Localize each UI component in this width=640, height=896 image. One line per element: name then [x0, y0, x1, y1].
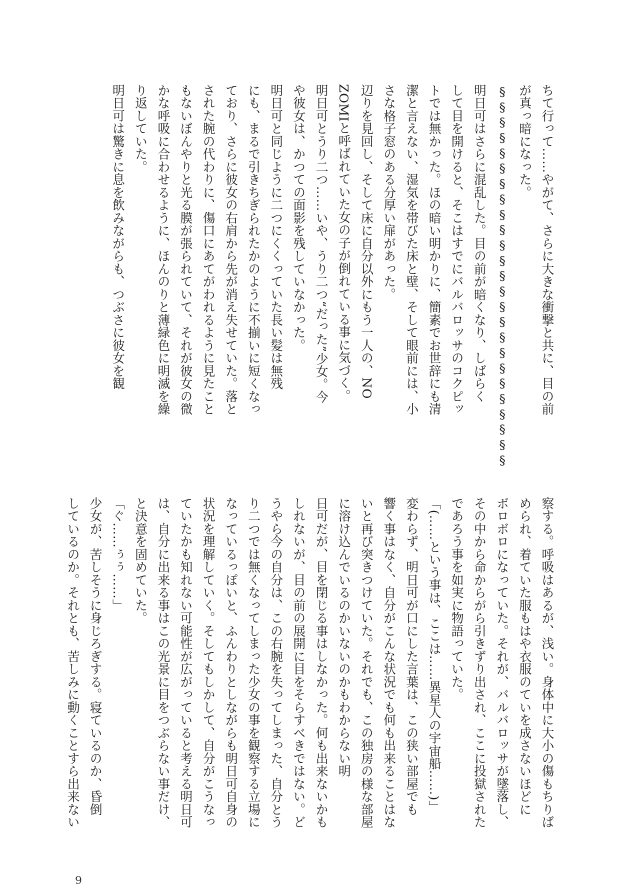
text-column: 明日可は驚きに息を飲みながらも、つぶさに彼女を観 — [110, 84, 126, 390]
text-column: 変わらず、明日可が口にした言葉は、この狭い部屋でも — [404, 497, 420, 816]
text-column: 「ぐ……ぅぅ……」 — [110, 497, 126, 612]
text-column: 明日可とうり二つ……いや、うり二つ“だった”少女。今 — [314, 84, 330, 404]
text-column: された腕の代わりに、傷口にあてがわれるように見たこと — [201, 84, 217, 416]
text-column: その中から命からがら引きずり出され、ここに投獄された — [472, 497, 488, 829]
section-divider: §§§§§§§§§§§§§§§§§§§§§§§§§ — [494, 84, 510, 468]
text-column: められ、着ていた服もはや衣服のていを成さないほどに — [517, 497, 533, 816]
text-column: ZOMIと呼ばれていた女の子が倒れている事に気づく。 — [336, 84, 352, 403]
text-column: 察する。呼吸はあるが、浅い。身体中に大小の傷もちりば — [540, 497, 555, 829]
text-column: ちて行って……やがて、さらに大きな衝撃と共に、目の前 — [540, 84, 555, 416]
text-column: り返していた。 — [133, 84, 149, 174]
text-column: して目を開けると、そこはすでにバルバロッサのコクピッ — [449, 84, 465, 416]
text-column: トでは無かった。ほの暗い明かりに、簡素でお世辞にも清 — [427, 84, 443, 416]
text-column: うやら今の自分は、この右腕を失ってしまった、自分とう — [268, 497, 284, 829]
page-number: 9 — [75, 874, 82, 887]
text-column: もないぼんやりと光る膜が張られていて、それが彼女の微 — [178, 84, 194, 416]
lower-text-block — [61, 497, 558, 845]
text-column: 響く事はなく、自分がこんな状況でも何も出来ることはな — [381, 497, 397, 829]
text-column: であろう事を如実に物語っていた。 — [449, 497, 465, 701]
text-column: と決意を固めていた。 — [133, 497, 149, 625]
text-column: 日可だが、目を閉じる事はしなかった。何も出来ないかも — [314, 497, 330, 829]
text-column: にも、まるで引きちぎられたかのように不揃いに短くなっ — [246, 84, 262, 416]
text-column: しれないが、目の前の展開に目をそらすべきではない。ど — [291, 497, 307, 829]
text-column: や彼女は、かつての面影を残していなかった。 — [291, 84, 307, 352]
text-column: 「(……という事は、ここは……異星人の宇宙船……)」 — [427, 497, 443, 814]
text-column: り二つでは無くなってしまった少女の事を観察する立場に — [246, 497, 262, 829]
text-column: ボロボロになっていた。それが、バルバロッサが墜落し、 — [494, 497, 510, 829]
text-column: いと再び突きつけていた。それでも、この独房の様な部屋 — [359, 497, 375, 829]
text-column: は、自分に出来る事はこの光景に目をつぶらない事だけ、 — [155, 497, 171, 829]
upper-text-block — [106, 84, 558, 468]
text-column: が真っ暗になった。 — [517, 84, 533, 199]
text-column: ており、さらに彼女の右肩から先が消え失せていた。落と — [223, 84, 239, 416]
text-column: しているのか。それとも、苦しみに動くことすら出来ない — [65, 497, 81, 829]
text-column: 明日可と同じように二つにくくっていた長い髪は無残 — [268, 84, 284, 390]
text-column: 辺りを見回し、そして床に自分以外にもう一人の、NO — [359, 84, 375, 399]
text-column: なっているっぽいと、ふんわりとしながらも明日可自身の — [223, 497, 239, 829]
text-column: ていたかも知れない可能性が広がっていると考える明日可 — [178, 497, 194, 829]
text-column: さな格子窓のある分厚い扉があった。 — [381, 84, 397, 301]
text-column: に溶け込んでいるのかいないのかもわからない明 — [336, 497, 352, 778]
text-column: 状況を理解していく。そしてもしかして、自分がこうなっ — [201, 497, 217, 829]
text-column: 明日可はさらに混乱した。目の前が暗くなり、しばらく — [472, 84, 488, 403]
text-column: 潔と言えない、湿気を帯びた床と壁、そして眼前には、小 — [404, 84, 420, 416]
text-column: 少女が、苦しそうに身じろぎする。寝ているのか、昏倒 — [88, 497, 104, 816]
text-column: かな呼吸に合わせるように、ほんのりと薄緑色に明滅を繰 — [155, 84, 171, 416]
